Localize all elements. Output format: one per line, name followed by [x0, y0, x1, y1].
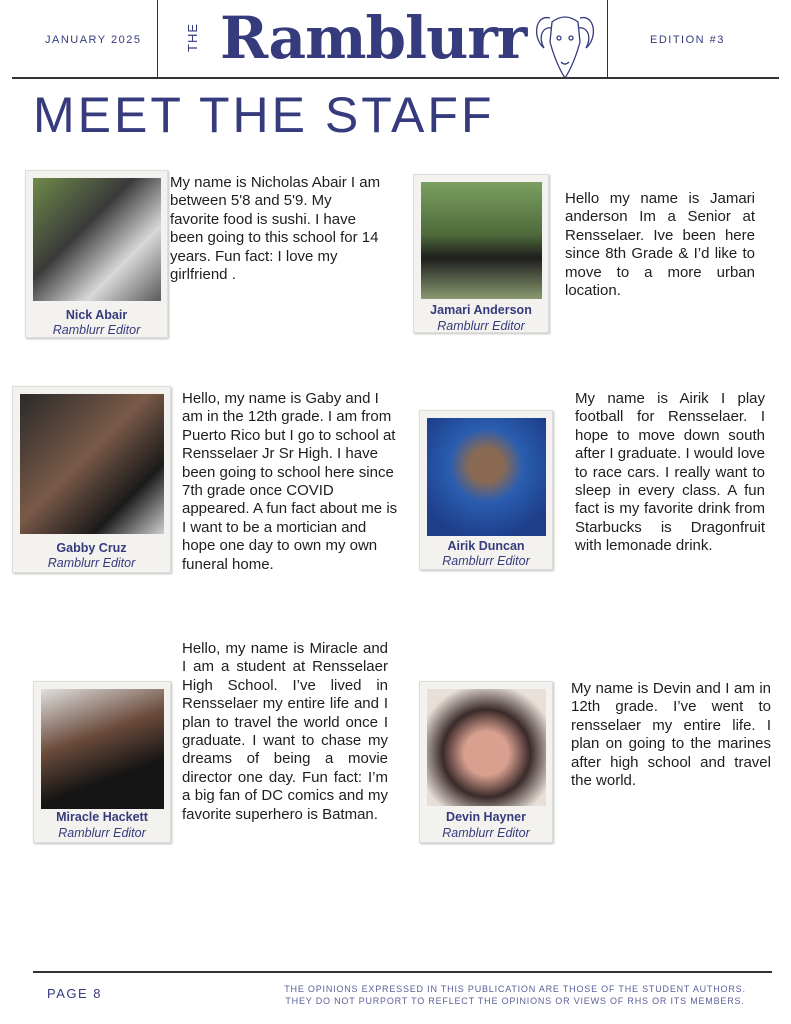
- divider: [607, 0, 608, 78]
- staff-bio: My name is Devin and I am in 12th grade. I’ve went to rensselaer my entire life. I plan on going to the marines after high school and travel the world.: [571, 680, 771, 790]
- issue-date: JANUARY 2025: [45, 34, 142, 46]
- staff-role: Ramblurr Editor: [52, 323, 141, 337]
- staff-name: Gabby Cruz: [56, 541, 127, 555]
- page-number: PAGE 8: [47, 986, 103, 1001]
- edition: EDITION #3: [650, 34, 725, 46]
- staff-card: [33, 681, 171, 843]
- staff-bio: My name is Nicholas Abair I am between 5'8 and 5'9. My favorite food is sushi. I have been going to this school for 14 years. Fun fact: I love my girlfriend .: [170, 174, 381, 284]
- staff-photo: [427, 689, 546, 806]
- staff-card: [419, 410, 553, 570]
- staff-bio: My name is Airik I play football for Rensselaer. I hope to move down south after I graduate. I would love to race cars. I really want to sleep in every class. A fun fact is my favorite drink from Starbucks is Dragonfruit with lemonade drink.: [575, 390, 765, 555]
- staff-name: Airik Duncan: [447, 539, 525, 553]
- staff-name: Miracle Hackett: [56, 810, 148, 824]
- page-title: MEET THE STAFF: [33, 87, 495, 143]
- staff-role: Ramblurr Editor: [58, 826, 146, 840]
- staff-name: Jamari Anderson: [430, 303, 532, 317]
- header-rule: [12, 77, 779, 79]
- footer-rule: [33, 971, 772, 973]
- staff-photo: [41, 689, 164, 809]
- staff-card: [419, 681, 553, 843]
- staff-role: Ramblurr Editor: [442, 826, 530, 840]
- staff-photo: [421, 182, 542, 299]
- staff-bio: Hello, my name is Gaby and I am in the 12th grade. I am from Puerto Rico but I go to school at Rensselaer Jr Sr High. I have been going to school here since 7th grade once COVID appeared. A fun fact about me is I want to be a mortician and hope one day to own my own funeral home.: [182, 390, 398, 573]
- staff-card: [25, 170, 168, 338]
- staff-card: [12, 386, 171, 573]
- staff-role: Ramblurr Editor: [437, 319, 525, 333]
- staff-photo: [20, 394, 164, 534]
- disclaimer: [270, 983, 760, 1007]
- staff-name: Devin Hayner: [446, 810, 526, 824]
- staff-bio: Hello, my name is Miracle and I am a student at Rensselaer High School. I’ve lived in Rensselaer my entire life and I plan to travel the world once I graduate. I want to chase my dreams of being a movie director one day. Fun fact: I’m a big fan of DC comics and my favorite superhero is Batman.: [182, 640, 388, 823]
- staff-role: Ramblurr Editor: [47, 556, 136, 570]
- divider: [157, 0, 158, 78]
- disclaimer-line: THE OPINIONS EXPRESSED IN THIS PUBLICATION ARE THOSE OF THE STUDENT AUTHORS.: [284, 984, 746, 994]
- logo: Ramblurr: [220, 4, 527, 72]
- logo-prefix: THE: [185, 23, 200, 52]
- staff-photo: [33, 178, 161, 301]
- staff-photo: [427, 418, 546, 536]
- staff-role: Ramblurr Editor: [442, 554, 530, 568]
- staff-card: [413, 174, 549, 333]
- staff-name: Nick Abair: [65, 308, 128, 322]
- ram-head-icon: [530, 8, 600, 80]
- staff-bio: Hello my name is Jamari anderson Im a Senior at Rensselaer. Ive been here since 8th Grade & I’d like to move to a more urban location.: [565, 190, 755, 300]
- disclaimer-line: THEY DO NOT PURPORT TO REFLECT THE OPINIONS OR VIEWS OF RHS OR ITS MEMBERS.: [285, 996, 745, 1006]
